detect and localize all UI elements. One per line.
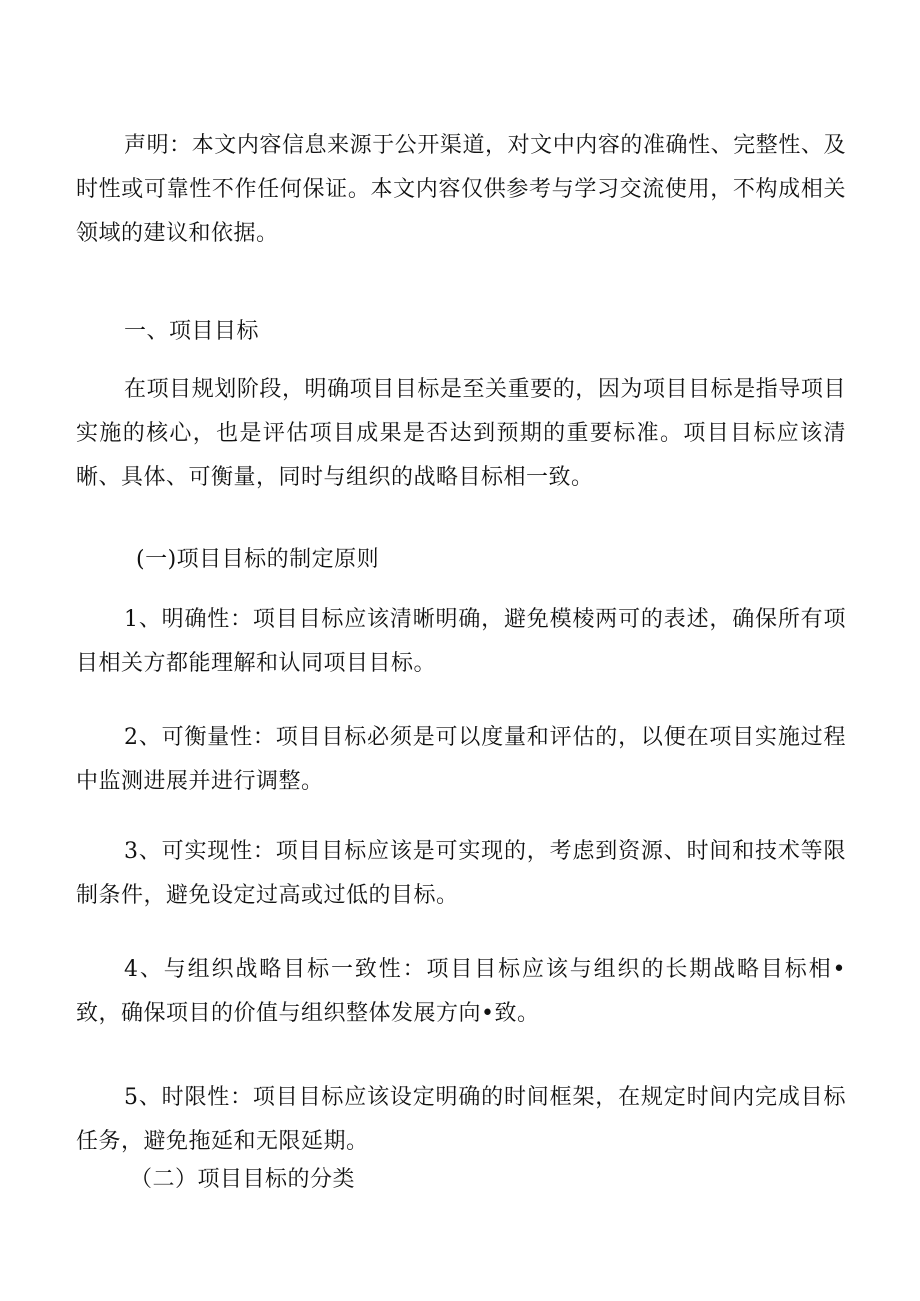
subsection-title-principles: (一)项目目标的制定原则	[136, 547, 380, 572]
disclaimer-paragraph: 声明：本文内容信息来源于公开渠道，对文中内容的准确性、完整性、及时性或可靠性不作任何保证。本文内容仅供参考与学习交流使用，不构成相关领域的建议和依据。	[76, 133, 846, 246]
principle-item-3: 3、可实现性：项目目标应该是可实现的，考虑到资源、时间和技术等限制条件，避免设定过高或过低的目标。	[76, 839, 846, 908]
principle-item-2: 2、可衡量性：项目目标必须是可以度量和评估的，以便在项目实施过程中监测进展并进行调整。	[76, 725, 846, 794]
intro-paragraph: 在项目规划阶段，明确项目目标是至关重要的，因为项目目标是指导项目实施的核心，也是评估项目成果是否达到预期的重要标准。项目目标应该清晰、具体、可衡量，同时与组织的战略目标相一致。	[76, 377, 846, 490]
principle-item-4: 4、与组织战略目标一致性：项目目标应该与组织的长期战略目标相•致，确保项目的价值与组织整体发展方向•致。	[76, 957, 846, 1026]
principle-item-1: 1、明确性：项目目标应该清晰明确，避免模棱两可的表述，确保所有项目相关方都能理解和认同项目目标。	[76, 607, 846, 676]
principle-item-5: 5、时限性：项目目标应该设定明确的时间框架，在规定时间内完成目标任务，避免拖延和无限延期。	[76, 1085, 846, 1154]
section-title: 一、项目目标	[124, 319, 260, 344]
subsection-title-classification: （二）项目目标的分类	[130, 1167, 356, 1192]
